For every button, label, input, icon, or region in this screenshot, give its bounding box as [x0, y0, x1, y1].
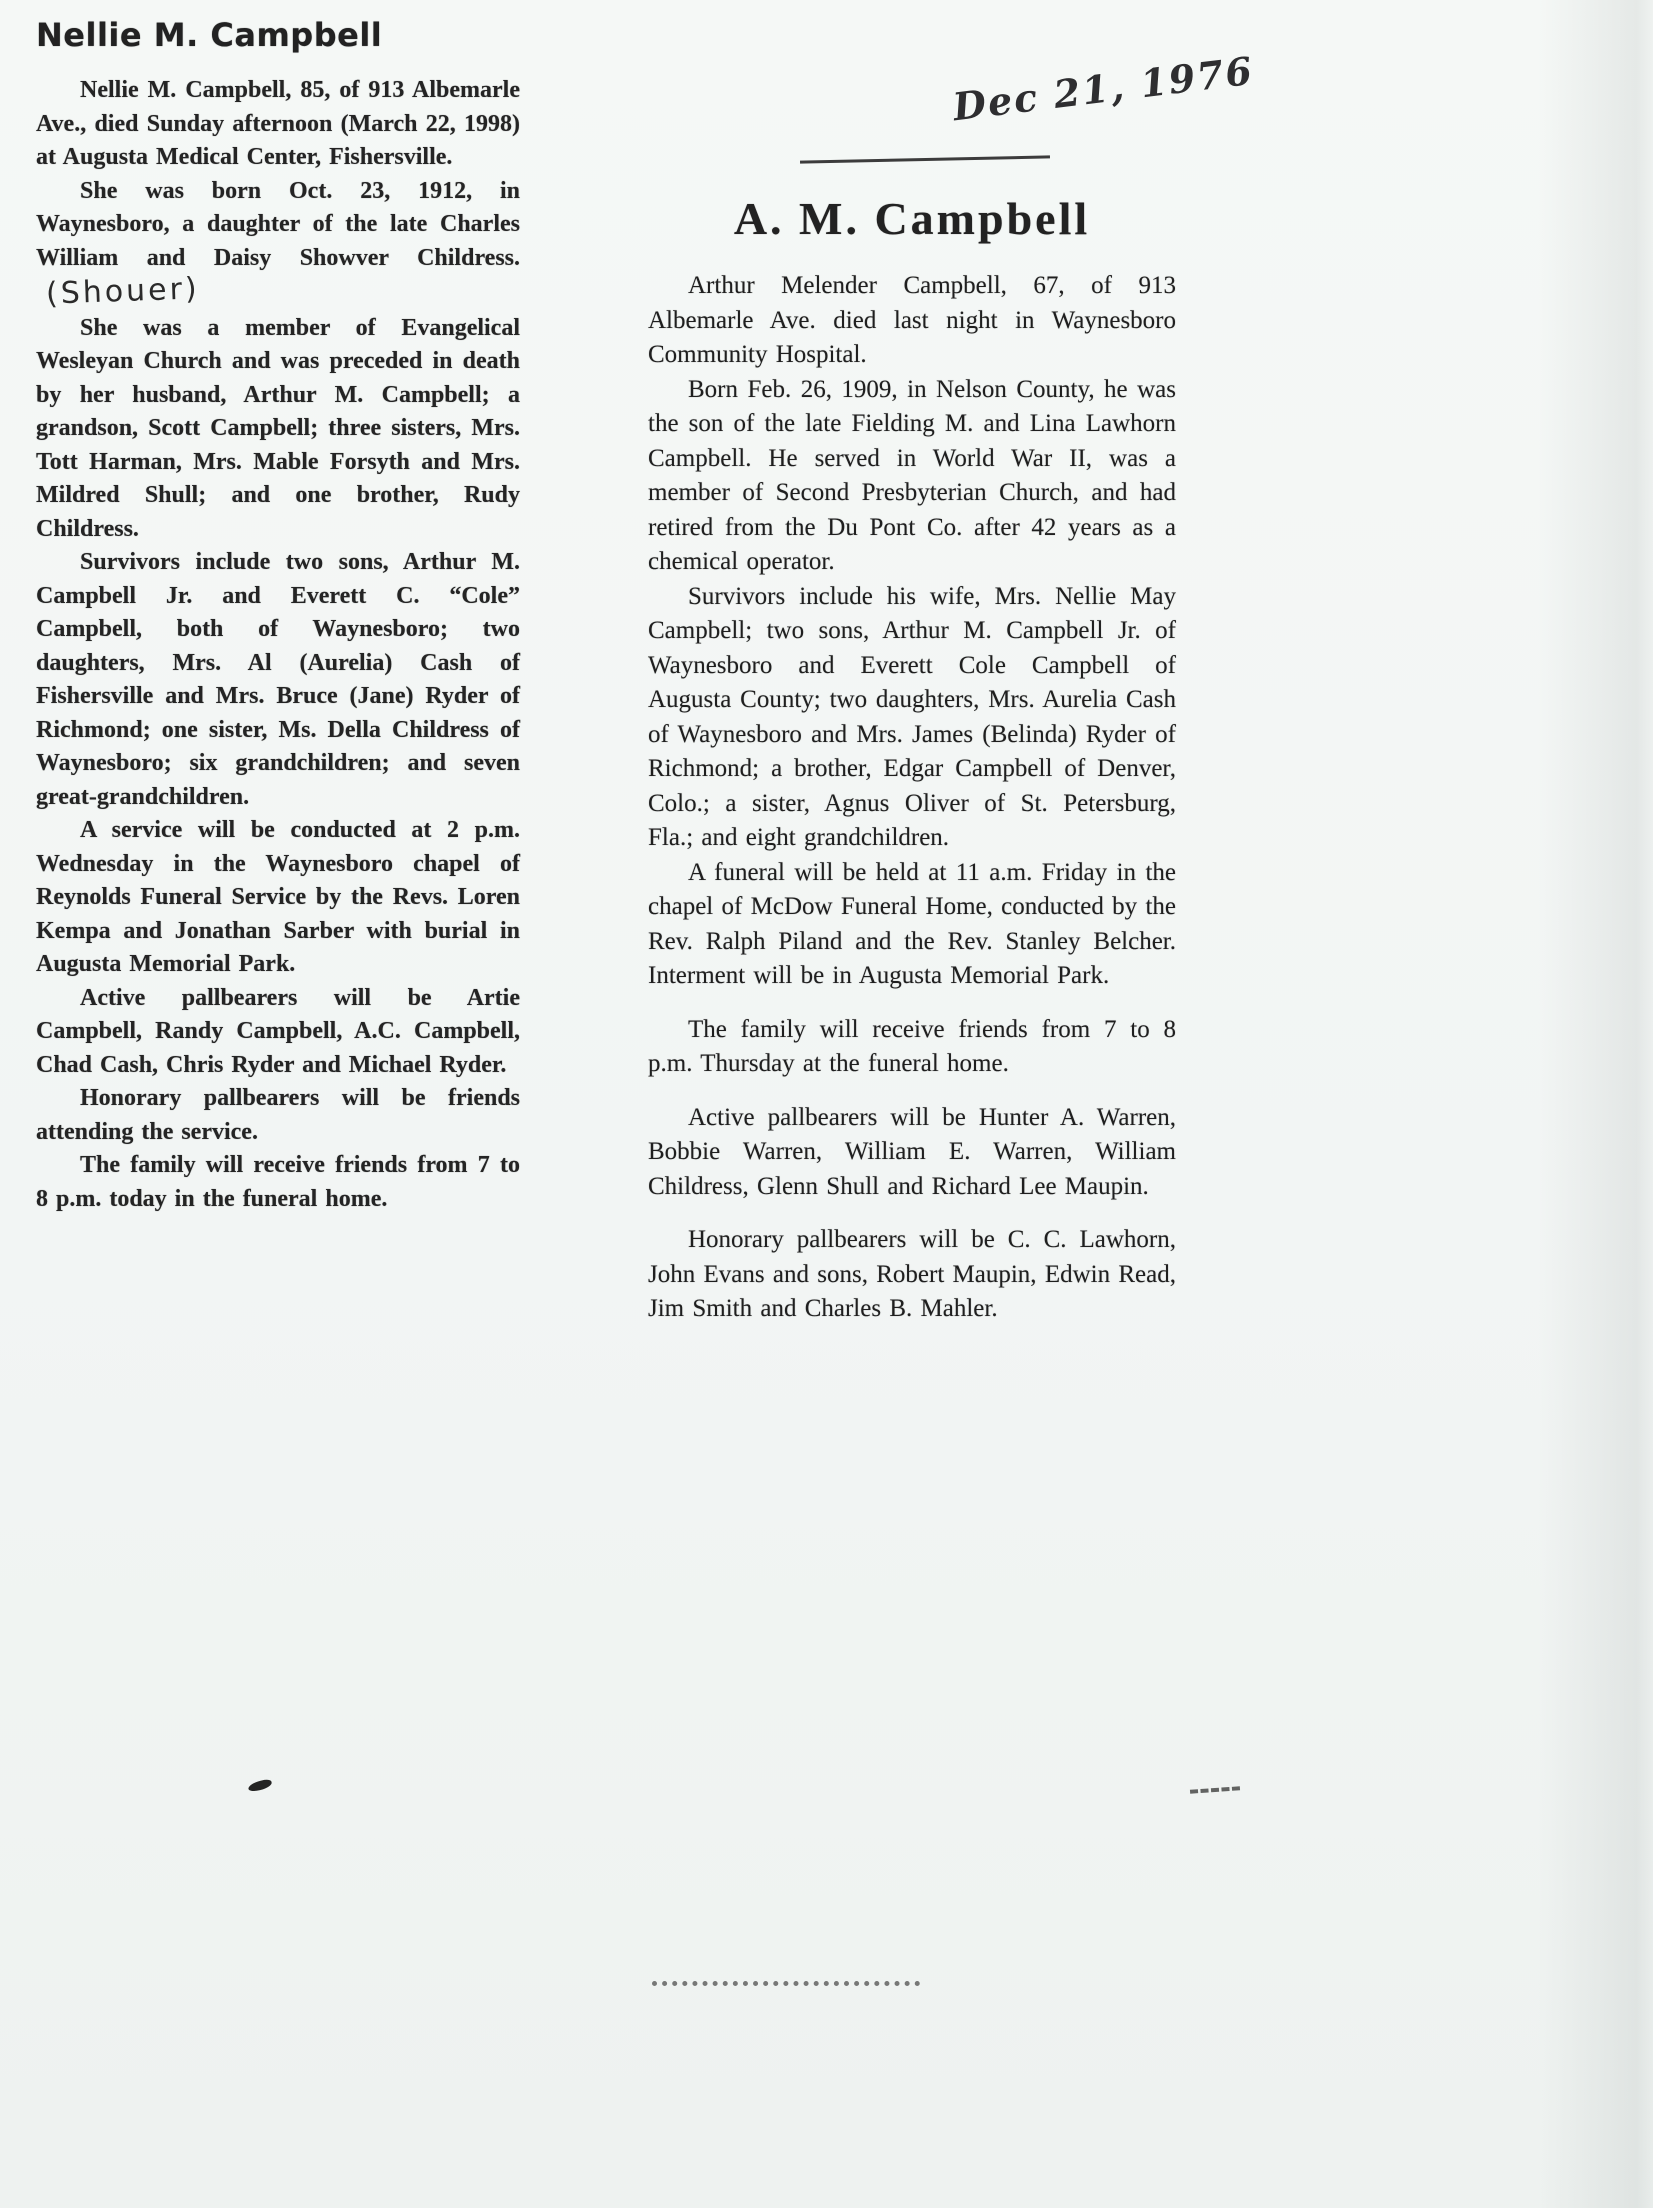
date-underline	[800, 155, 1050, 163]
paragraph-text: A service will be conducted at 2 p.m. Wednesday in the Waynesboro chapel of Reynolds Funeral Service by the Revs. Loren Kempa and Jonathan Sarber with burial in Augusta Memorial Park.	[36, 817, 520, 977]
nellie-paragraph-7	[36, 1082, 520, 1149]
paragraph-text: The family will receive friends from 7 to 8 p.m. Thursday at the funeral home.	[648, 1015, 1176, 1077]
nellie-paragraph-5	[36, 814, 520, 982]
paragraph-text: Active pallbearers will be Hunter A. Warren, Bobbie Warren, William E. Warren, William Childress, Glenn Shull and Richard Lee Maupin.	[648, 1103, 1176, 1200]
nellie-paragraph-1	[36, 74, 520, 175]
paragraph-text: She was born Oct. 23, 1912, in Waynesboro, a daughter of the late Charles William and Daisy Showver Childress.	[36, 177, 520, 271]
paragraph-text: She was a member of Evangelical Wesleyan Church and was preceded in death by her husband, Arthur M. Campbell; a grandson, Scott Campbell; three sisters, Mrs. Tott Harman, Mrs. Mable Forsyth and Mrs. Mildred Shull; and one brother, Rudy Childress.	[36, 314, 520, 542]
am-paragraph-3	[648, 580, 1176, 856]
nellie-paragraph-6	[36, 982, 520, 1083]
am-paragraph-4	[648, 856, 1176, 994]
am-paragraph-2	[648, 373, 1176, 580]
am-paragraph-5	[648, 1013, 1176, 1082]
scan-artifact-dotted-line	[652, 1981, 920, 1986]
scan-artifact-dashes	[1190, 1786, 1240, 1793]
am-paragraph-6	[648, 1101, 1176, 1205]
obituary-title-nellie: Nellie M. Campbell	[36, 16, 383, 54]
am-paragraph-1	[648, 269, 1176, 373]
handwritten-date: Dec 21, 1976	[950, 47, 1257, 130]
paragraph-text: Nellie M. Campbell, 85, of 913 Albemarle Ave., died Sunday afternoon (March 22, 1998) at Augusta Medical Center, Fishersville.	[36, 77, 520, 170]
paragraph-text: Survivors include his wife, Mrs. Nellie May Campbell; two sons, Arthur M. Campbell Jr. of Waynesboro and Everett Cole Campbell of Augusta County; two daughters, Mrs. Aurelia Cash of Waynesboro and Mrs. James (Belinda) Ryder of Richmond; a brother, Edgar Campbell of Denver, Colo.; a sister, Agnus Oliver of St. Petersburg, Fla.; and eight grandchildren.	[648, 582, 1176, 851]
paragraph-text: Born Feb. 26, 1909, in Nelson County, he was the son of the late Fielding M. and Lina Lawhorn Campbell. He served in World War II, was a member of Second Presbyterian Church, and had retired from the Du Pont Co. after 42 years as a chemical operator.	[648, 375, 1176, 575]
paragraph-text: Honorary pallbearers will be friends attending the service.	[36, 1085, 520, 1145]
obituary-am-campbell	[648, 192, 1176, 1327]
paragraph-text: Arthur Melender Campbell, 67, of 913 Albemarle Ave. died last night in Waynesboro Community Hospital.	[648, 272, 1176, 368]
nellie-paragraph-4	[36, 546, 520, 814]
paragraph-text: A funeral will be held at 11 a.m. Friday in the chapel of McDow Funeral Home, conducted by the Rev. Ralph Piland and the Rev. Stanley Belcher. Interment will be in Augusta Memorial Park.	[648, 858, 1176, 989]
paragraph-text: Active pallbearers will be Artie Campbell, Randy Campbell, A.C. Campbell, Chad Cash, Chris Ryder and Michael Ryder.	[36, 984, 520, 1078]
obituary-title-am: A. M. Campbell	[733, 193, 1091, 244]
nellie-paragraph-8	[36, 1149, 520, 1216]
handwritten-annotation-shouer: (Shouer)	[45, 271, 201, 312]
ink-smudge	[247, 1778, 272, 1793]
nellie-paragraph-3	[36, 312, 520, 547]
obituary-nellie-campbell	[36, 16, 520, 1216]
am-paragraph-7	[648, 1223, 1176, 1327]
nellie-paragraph-2	[36, 175, 520, 312]
paragraph-text: The family will receive friends from 7 to 8 p.m. today in the funeral home.	[36, 1152, 520, 1212]
paragraph-text: Survivors include two sons, Arthur M. Campbell Jr. and Everett C. “Cole” Campbell, both of Waynesboro; two daughters, Mrs. Al (Aurelia) Cash of Fishersville and Mrs. Bruce (Jane) Ryder of Richmond; one sister, Ms. Della Childress of Waynesboro; six grandchildren; and seven great-grandchildren.	[36, 549, 520, 810]
paragraph-text: Honorary pallbearers will be C. C. Lawhorn, John Evans and sons, Robert Maupin, Edwin Read, Jim Smith and Charles B. Mahler.	[648, 1226, 1176, 1322]
